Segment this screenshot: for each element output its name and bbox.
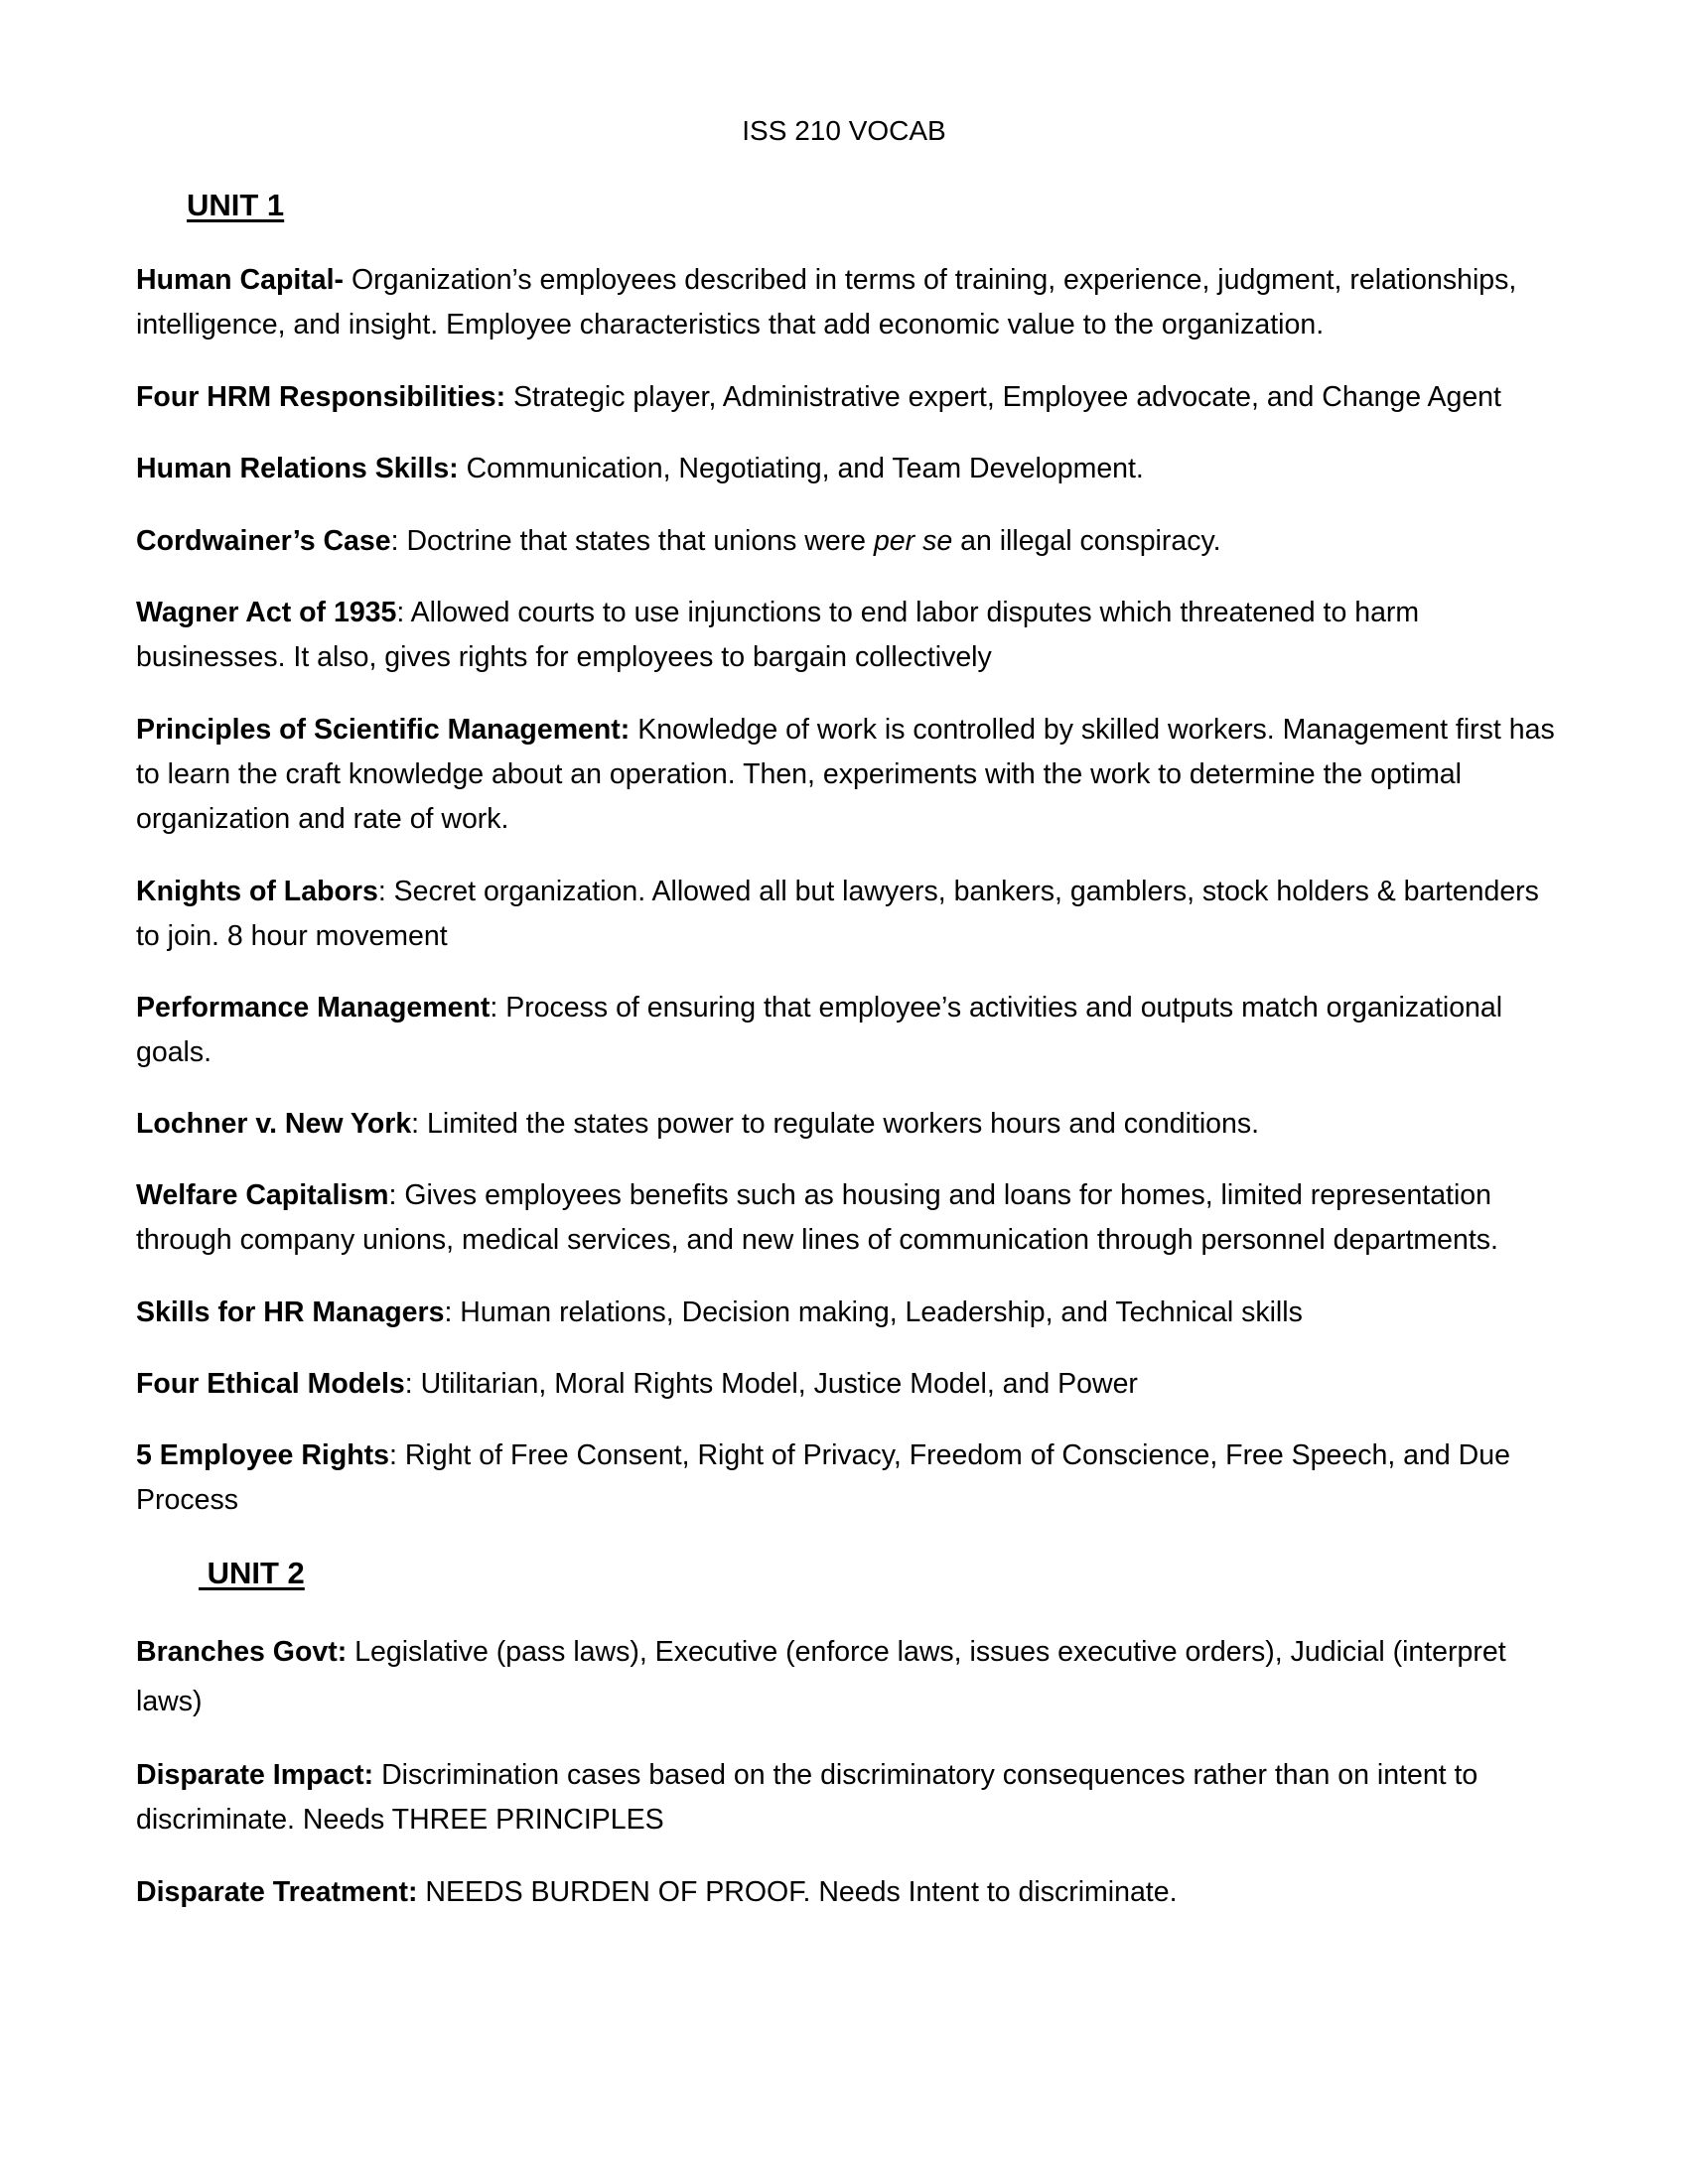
vocab-entry-four-ethical-models — [136, 1362, 1566, 1407]
vocab-term: Knights of Labors — [136, 876, 378, 907]
vocab-entry-welfare-capitalism — [136, 1173, 1566, 1263]
vocab-definition: : Right of Free Consent, Right of Privacy, Freedom of Conscience, Free Speech, and Due Process — [136, 1439, 1510, 1516]
vocab-term: Principles of Scientific Management: — [136, 714, 631, 746]
vocab-entry-cordwainers-case — [136, 519, 1566, 564]
vocab-term: Cordwainer’s Case — [136, 525, 391, 557]
vocab-entry-lochner-v-new-york — [136, 1102, 1566, 1147]
vocab-term: Skills for HR Managers — [136, 1297, 445, 1328]
vocab-definition: Communication, Negotiating, and Team Development. — [458, 453, 1144, 484]
vocab-definition: : Secret organization. Allowed all but lawyers, bankers, gamblers, stock holders & bartenders to join. 8 hour movement — [136, 876, 1539, 952]
unit-2-heading: UNIT 2 — [199, 1556, 305, 1590]
vocab-definition: : Process of ensuring that employee’s activities and outputs match organizational goals. — [136, 992, 1503, 1068]
vocab-entry-branches-govt — [136, 1627, 1566, 1726]
vocab-term: Four Ethical Models — [136, 1368, 405, 1400]
vocab-entry-wagner-act — [136, 591, 1566, 680]
vocab-term: Lochner v. New York — [136, 1108, 412, 1140]
vocab-definition: : Human relations, Decision making, Leadership, and Technical skills — [444, 1297, 1303, 1328]
vocab-definition: Strategic player, Administrative expert, Employee advocate, and Change Agent — [505, 381, 1501, 413]
vocab-term: Disparate Treatment: — [136, 1876, 418, 1908]
vocab-entry-human-capital — [136, 258, 1566, 347]
vocab-term: Branches Govt: — [136, 1636, 348, 1668]
vocab-term: Wagner Act of 1935 — [136, 597, 397, 628]
vocab-definition: : Utilitarian, Moral Rights Model, Justice Model, and Power — [404, 1368, 1138, 1400]
vocab-definition: an illegal conspiracy. — [952, 525, 1221, 557]
vocab-entry-performance-management — [136, 986, 1566, 1075]
vocab-definition: Organization’s employees described in terms of training, experience, judgment, relationships, intelligence, and insight. Employee characteristics that add economic value to the organization. — [136, 264, 1517, 341]
vocab-entry-human-relations-skills — [136, 447, 1566, 491]
vocab-definition: : Gives employees benefits such as housing and loans for homes, limited representation through company unions, medical services, and new lines of communication through personnel departments. — [136, 1179, 1498, 1256]
vocab-definition: NEEDS BURDEN OF PROOF. Needs Intent to discriminate. — [417, 1876, 1178, 1908]
vocab-term: Four HRM Responsibilities: — [136, 381, 506, 413]
vocab-term: Welfare Capitalism — [136, 1179, 389, 1211]
vocab-definition: : Limited the states power to regulate workers hours and conditions. — [411, 1108, 1260, 1140]
vocab-entry-disparate-impact — [136, 1753, 1566, 1843]
vocab-term: 5 Employee Rights — [136, 1439, 389, 1471]
vocab-definition: Legislative (pass laws), Executive (enforce laws, issues executive orders), Judicial (interpret laws) — [136, 1636, 1506, 1717]
vocab-term: Disparate Impact: — [136, 1759, 374, 1791]
vocab-entry-knights-of-labors — [136, 870, 1566, 959]
vocab-entry-disparate-treatment — [136, 1870, 1566, 1915]
vocab-term: Performance Management — [136, 992, 491, 1024]
vocab-entry-scientific-management — [136, 708, 1566, 842]
vocab-definition: Knowledge of work is controlled by skilled workers. Management first has to learn the craft knowledge about an operation. Then, experiments with the work to determine the optimal organization and rate of work. — [136, 714, 1555, 835]
vocab-definition: : Allowed courts to use injunctions to end labor disputes which threatened to harm businesses. It also, gives rights for employees to bargain collectively — [136, 597, 1420, 673]
vocab-definition: Discrimination cases based on the discriminatory consequences rather than on intent to discriminate. Needs THREE PRINCIPLES — [136, 1759, 1478, 1836]
vocab-term: Human Relations Skills: — [136, 453, 459, 484]
vocab-entry-skills-for-hr-managers — [136, 1291, 1566, 1335]
unit-1-heading: UNIT 1 — [187, 188, 285, 222]
vocab-entry-employee-rights — [136, 1433, 1566, 1523]
vocab-definition: : Doctrine that states that unions were — [390, 525, 874, 557]
vocab-term: Human Capital- — [136, 264, 345, 296]
document-title: ISS 210 VOCAB — [742, 115, 946, 146]
vocab-entry-four-hrm-responsibilities — [136, 375, 1566, 420]
vocab-definition-italic: per se — [873, 525, 953, 557]
